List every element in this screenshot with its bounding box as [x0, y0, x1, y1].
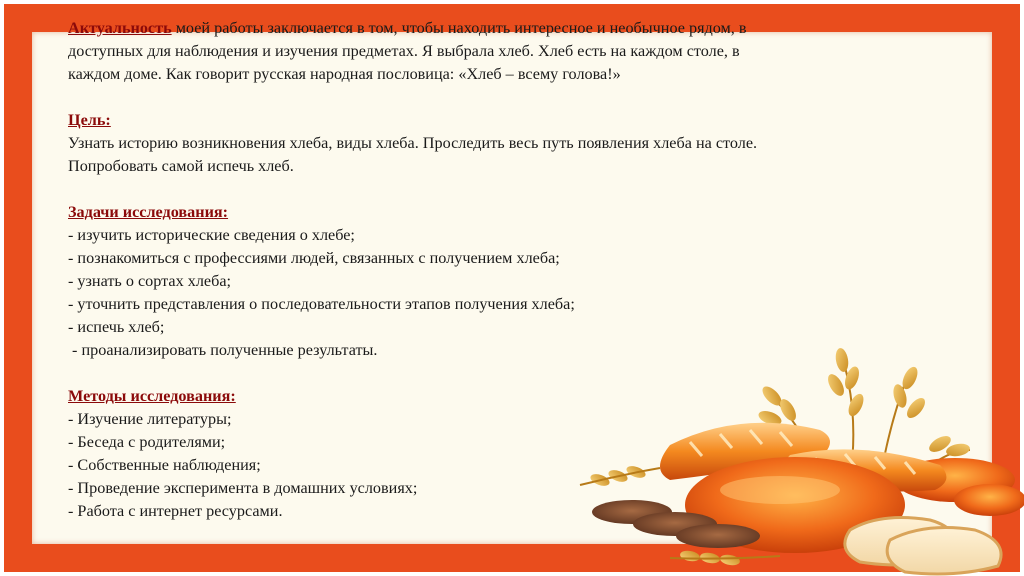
task-item: - испечь хлеб;	[68, 318, 165, 336]
spacer	[68, 178, 928, 201]
method-item: - Проведение эксперимента в домашних условиях;	[68, 479, 418, 497]
white-slice-shape	[887, 528, 1001, 574]
method-item: - Изучение литературы;	[68, 410, 232, 428]
spacer	[68, 86, 928, 109]
relevance-paragraph	[68, 17, 928, 40]
goal-line-2: Попробовать самой испечь хлеб.	[68, 157, 294, 175]
task-item: - уточнить представления о последовательности этапов получения хлеба;	[68, 295, 575, 313]
relevance-text: моей работы заключается в том, чтобы находить интересное и необычное рядом, в	[171, 19, 747, 37]
relevance-line-2: каждом доме. Как говорит русская народная пословица: «Хлеб – всему голова!»	[68, 65, 621, 83]
task-item: - узнать о сортах хлеба;	[68, 272, 232, 290]
relevance-heading: Актуальность	[68, 19, 172, 37]
roll-shape	[954, 484, 1024, 516]
task-item: - изучить исторические сведения о хлебе;	[68, 226, 355, 244]
relevance-line-1: доступных для наблюдения и изучения предметах. Я выбрала хлеб. Хлеб есть на каждом столе, в	[68, 42, 740, 60]
method-item: - Собственные наблюдения;	[68, 456, 261, 474]
methods-heading: Методы исследования:	[68, 387, 236, 405]
task-item: - проанализировать полученные результаты.	[68, 341, 378, 359]
method-item: - Работа с интернет ресурсами.	[68, 502, 283, 520]
task-item: - познакомиться с профессиями людей, связанных с получением хлеба;	[68, 249, 560, 267]
bread-and-wheat-icon	[560, 330, 1024, 576]
goal-heading: Цель:	[68, 111, 111, 129]
tasks-heading: Задачи исследования:	[68, 203, 229, 221]
goal-line-1: Узнать историю возникновения хлеба, виды хлеба. Проследить весь путь появления хлеба на столе.	[68, 134, 758, 152]
rye-slice-shape	[676, 524, 760, 548]
method-item: - Беседа с родителями;	[68, 433, 226, 451]
